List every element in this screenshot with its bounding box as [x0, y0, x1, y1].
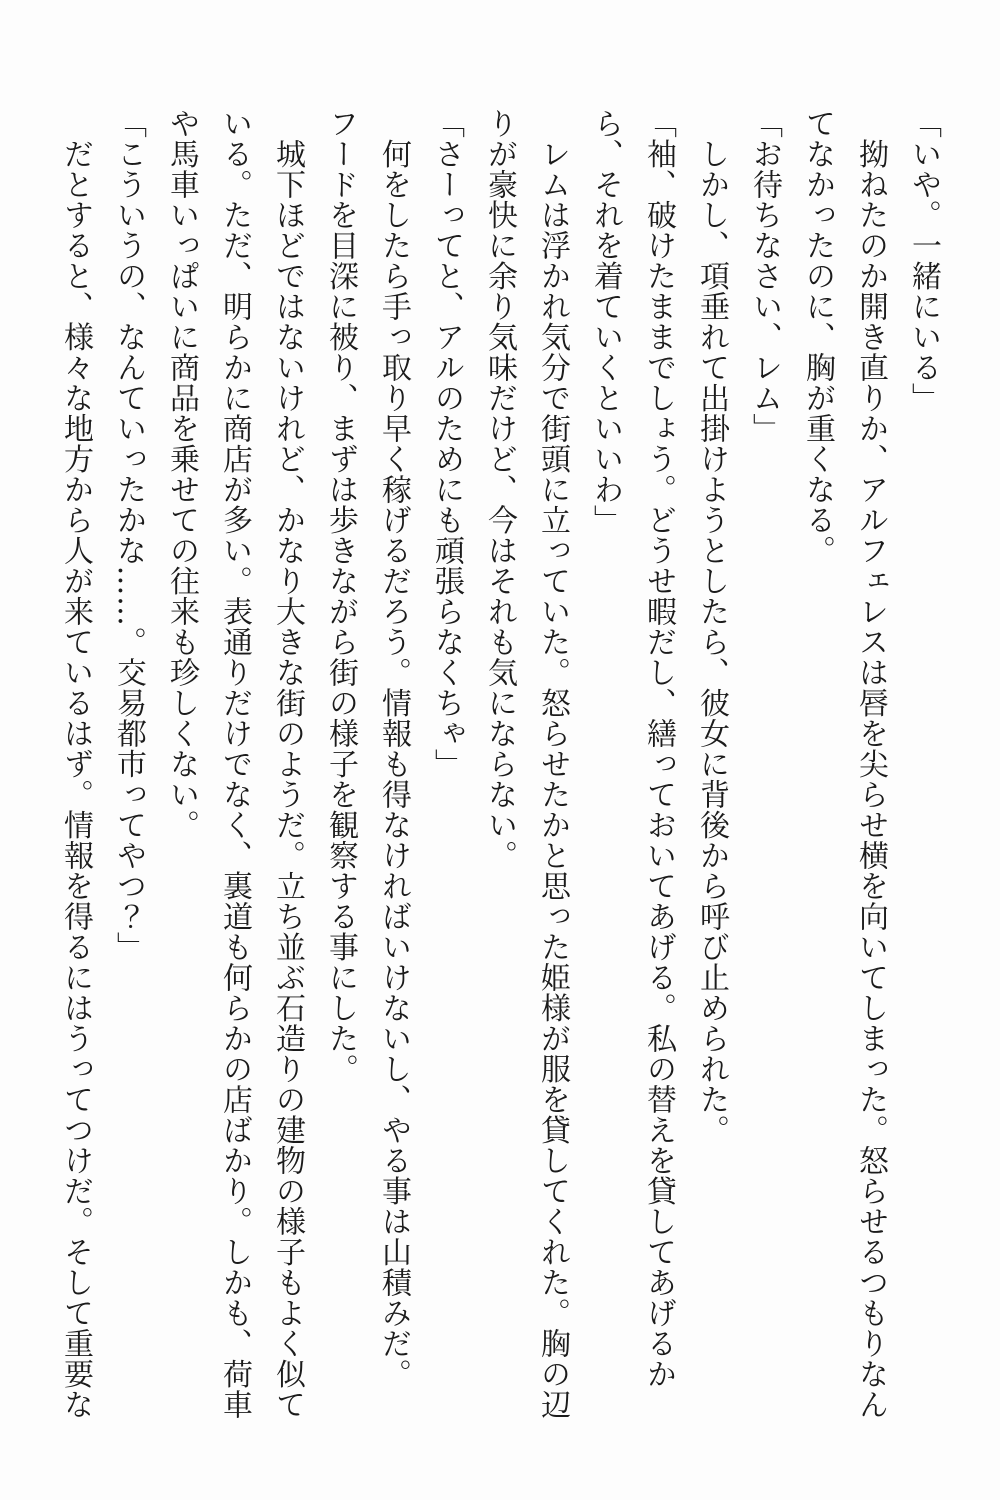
text-line: 「さーってと、アルのためにも頑張らなくちゃ」 [429, 108, 464, 779]
text-line: 「いや。一緒にいる」 [906, 108, 941, 413]
vertical-text-block [49, 108, 950, 1420]
text-line: だとすると、様々な地方から人が来ているはず。情報を得るにはうってつけだ。そして重要な [58, 108, 93, 1420]
text-line: 何をしたら手っ取り早く稼げるだろう。情報も得なければいけないし、やる事は山積みだ。 [376, 108, 411, 1389]
text-line: しかし、項垂れて出掛けようとしたら、彼女に背後から呼び止められた。 [694, 108, 729, 1145]
text-line: 城下ほどではないけれど、かなり大きな街のようだ。立ち並ぶ石造りの建物の様子もよく似て [270, 108, 305, 1420]
text-line: フードを目深に被り、まずは歩きながら街の様子を観察する事にした。 [323, 108, 358, 1084]
text-line: レムは浮かれ気分で街頭に立っていた。怒らせたかと思った姫様が服を貸してくれた。胸の辺 [535, 108, 570, 1420]
text-line: てなかったのに、胸が重くなる。 [800, 108, 835, 566]
text-line: 拗ねたのか開き直りか、アルフェレスは唇を尖らせ横を向いてしまった。怒らせるつもりなん [853, 108, 888, 1420]
text-line: や馬車いっぱいに商品を乗せての往来も珍しくない。 [164, 108, 199, 840]
text-line: 「こういうの、なんていったかな……。交易都市ってやつ？」 [111, 108, 146, 962]
text-line: 「袖、破けたままでしょう。どうせ暇だし、繕っておいてあげる。私の替えを貸してあげるか [641, 108, 676, 1389]
text-line: 「お待ちなさい、レム」 [747, 108, 782, 444]
text-line: ら、それを着ていくといいわ」 [588, 108, 623, 535]
text-line: りが豪快に余り気味だけど、今はそれも気にならない。 [482, 108, 517, 871]
text-line: いる。ただ、明らかに商店が多い。表通りだけでなく、裏道も何らかの店ばかり。しかも、荷車 [217, 108, 252, 1420]
